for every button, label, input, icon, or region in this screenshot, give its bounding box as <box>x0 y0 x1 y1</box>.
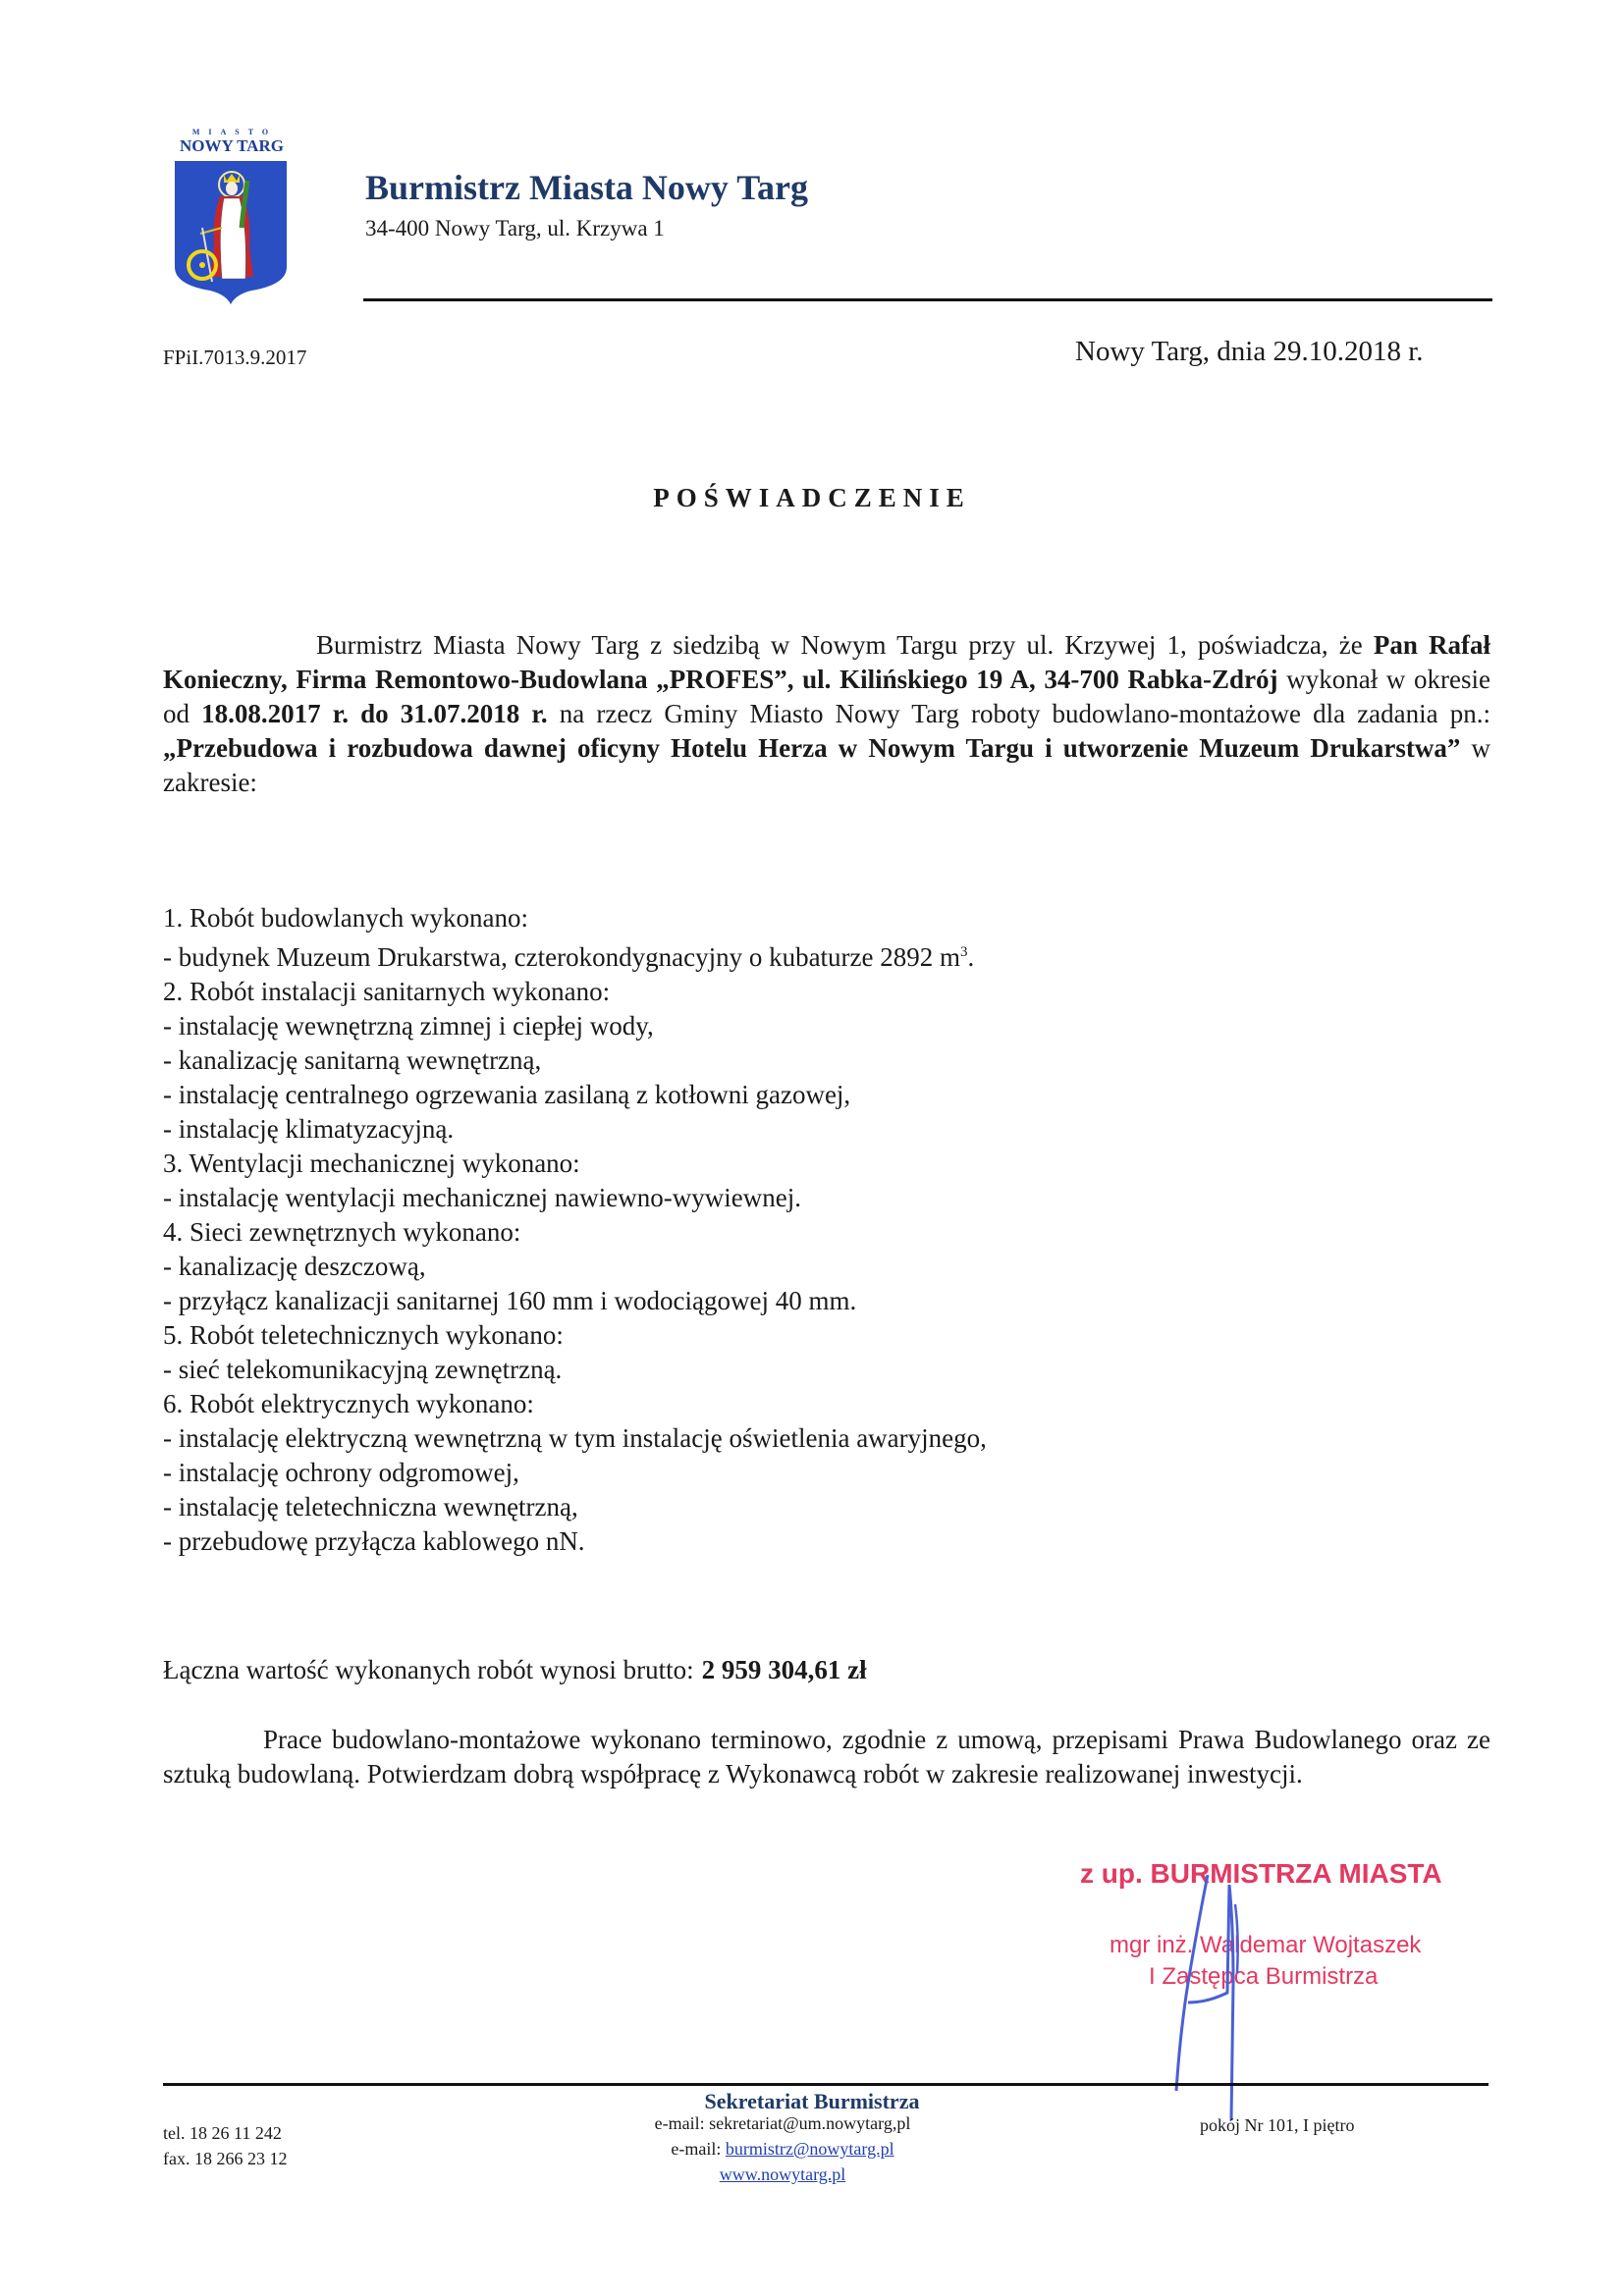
scope-heading: 4. Sieci zewnętrznych wykonano: <box>163 1217 521 1247</box>
scope-item-end: . <box>967 942 975 972</box>
scope-item: - przebudowę przyłącza kablowego nN. <box>163 1526 585 1556</box>
scope-heading: 5. Robót teletechnicznych wykonano: <box>163 1320 564 1350</box>
intro-text-3: na rzecz Gminy Miasto Nowy Targ roboty budowlano-montażowe dla zadania pn.: <box>547 699 1491 728</box>
org-title: Burmistrz Miasta Nowy Targ <box>365 168 808 207</box>
scope-item-text: - budynek Muzeum Drukarstwa, czterokondygnacyjny o kubaturze 2892 m <box>163 942 961 972</box>
mayor-email-link[interactable]: burmistrz@nowytarg.pl <box>725 2139 894 2159</box>
footer-room: pokój Nr 101, I piętro <box>1200 2115 1355 2135</box>
superscript: 3 <box>960 944 968 960</box>
scope-heading: 3. Wentylacji mechanicznej wykonano: <box>163 1148 580 1178</box>
footer-email-mayor <box>491 2136 1074 2162</box>
total-value-line <box>163 1655 867 1685</box>
stamp-authority: z up. BURMISTRZA MIASTA <box>1080 1858 1442 1889</box>
org-address: 34-400 Nowy Targ, ul. Krzywa 1 <box>365 216 665 240</box>
work-period: 18.08.2017 r. do 31.07.2018 r. <box>201 699 548 728</box>
scope-item: - sieć telekomunikacyjną zewnętrzną. <box>163 1355 563 1384</box>
reference-number: FPiI.7013.9.2017 <box>163 346 307 369</box>
website-link[interactable]: www.nowytarg.pl <box>719 2164 846 2184</box>
intro-text-1: Burmistrz Miasta Nowy Targ z siedzibą w Nowym Targu przy ul. Krzywej 1, poświadcza, że <box>316 630 1374 660</box>
scope-item: - kanalizację deszczową, <box>163 1252 426 1281</box>
footer-contact-phones <box>163 2120 287 2171</box>
scope-item <box>163 935 1439 975</box>
scope-item: - instalację centralnego ogrzewania zasilaną z kotłowni gazowej, <box>163 1080 851 1109</box>
stamp-signatory-name: mgr inż. Waldemar Wojtaszek <box>1110 1932 1422 1958</box>
scope-item: - instalację elektryczną wewnętrzną w tym instalację oświetlenia awaryjnego, <box>163 1423 987 1453</box>
crest-miasto-label: MIASTO <box>191 128 278 136</box>
scope-item: - instalację klimatyzacyjną. <box>163 1114 455 1144</box>
scope-item: - instalację wentylacji mechanicznej nawiewno-wywiewnej. <box>163 1183 801 1212</box>
handwritten-signature-icon <box>1168 1865 1286 2120</box>
closing-paragraph: Prace budowlano-montażowe wykonano terminowo, zgodnie z umową, przepisami Prawa Budowlanego oraz ze sztuką budowlaną. Potwierdzam dobrą współpracę z Wykonawcą robót w zakresie realizowanej inwestycji. <box>163 1725 1490 1789</box>
coat-of-arms-icon <box>173 159 289 306</box>
header-divider <box>363 298 1492 301</box>
stamp-signatory-role: I Zastępca Burmistrza <box>1149 1963 1379 1990</box>
footer-divider <box>163 2083 1489 2086</box>
crest-caption <box>173 128 291 155</box>
project-name: „Przebudowa i rozbudowa dawnej oficyny Hotelu Herza w Nowym Targu i utworzenie Muzeum Drukarstwa” <box>163 733 1461 763</box>
footer-tel: tel. 18 26 11 242 <box>163 2123 282 2143</box>
intro-text-4: w zakresie: <box>163 733 1491 797</box>
total-label: Łączna wartość wykonanych robót wynosi brutto: <box>163 1655 694 1684</box>
footer-title: Sekretariat Burmistrza <box>704 2089 920 2113</box>
intro-text-2: wykonał w okresie od <box>163 665 1491 728</box>
intro-paragraph <box>163 628 1490 800</box>
scope-item: - instalację ochrony odgromowej, <box>163 1458 519 1487</box>
date-line: Nowy Targ, dnia 29.10.2018 r. <box>1075 336 1424 367</box>
footer-email-secretariat: e-mail: sekretariat@um.nowytarg,pl <box>654 2113 911 2133</box>
footer-contact-online <box>491 2110 1074 2187</box>
contractor-name: Pan Rafał Konieczny, Firma Remontowo-Budowlana „PROFES”, ul. Kilińskiego 19 A, 34-700 Rabka-Zdrój <box>163 630 1491 694</box>
footer-email-label: e-mail: <box>671 2139 726 2159</box>
scope-item: - instalację wewnętrzną zimnej i ciepłej wody, <box>163 1011 654 1041</box>
scope-heading: 6. Robót elektrycznych wykonano: <box>163 1389 534 1418</box>
scope-heading: 1. Robót budowlanych wykonano: <box>163 903 528 933</box>
scope-item: - kanalizację sanitarną wewnętrzną, <box>163 1045 542 1075</box>
scope-item: - przyłącz kanalizacji sanitarnej 160 mm i wodociągowej 40 mm. <box>163 1286 857 1315</box>
scope-item: - instalację teletechniczna wewnętrzną, <box>163 1492 578 1522</box>
crest-city-label: NOWY TARG <box>180 136 284 155</box>
footer-fax: fax. 18 266 23 12 <box>163 2149 288 2168</box>
scope-list <box>163 901 1439 1559</box>
scope-heading: 2. Robót instalacji sanitarnych wykonano: <box>163 977 611 1006</box>
document-title: POŚWIADCZENIE <box>653 483 971 512</box>
total-amount: 2 959 304,61 zł <box>701 1655 867 1684</box>
